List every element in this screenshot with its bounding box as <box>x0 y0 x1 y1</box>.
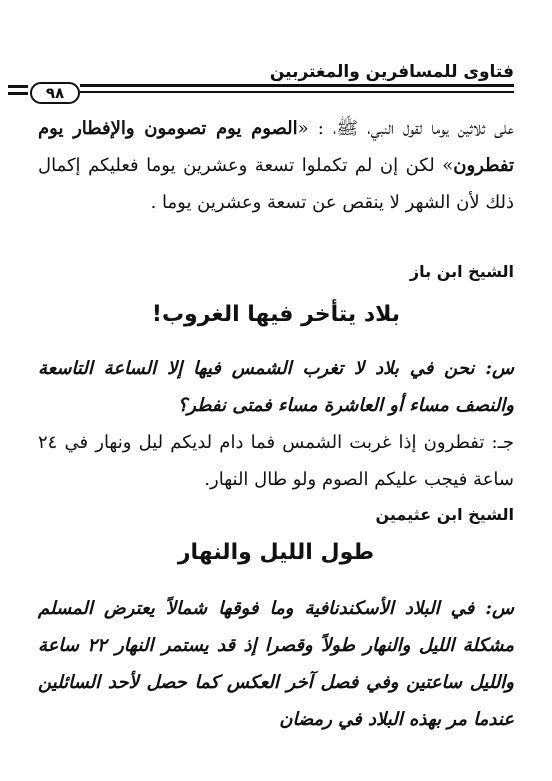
page-number: ٩٨ <box>30 82 80 104</box>
answer-text: جـ: تفطرون إذا غربت الشمس فما دام لديكم ليل ونهار في ٢٤ ساعة فيجب عليكم الصوم ولو طال النهار. <box>38 432 514 490</box>
header-rule-top <box>80 84 514 87</box>
paragraph-end: » لكن إن لم تكملوا تسعة وعشرين يوما فعليكم إكمال ذلك لأن الشهر لا ينقص عن تسعة وعشرين يوما . <box>38 155 514 213</box>
paragraph-continuation <box>38 110 514 221</box>
question-text: س: نحن في بلاد لا تغرب الشمس فيها إلا الساعة التاسعة والنصف مساء أو العاشرة مساء فمتى نفطر؟ <box>38 358 514 416</box>
fatwa-author: الشيخ ابن عثيمين <box>375 505 514 524</box>
page-number-ornament-left-2 <box>8 92 28 95</box>
section-title: بلاد يتأخر فيها الغروب! <box>151 302 401 327</box>
hadith-quote: الصوم يوم تصومون والإفطار يوم تفطرون <box>38 118 514 176</box>
section-title: طول الليل والنهار <box>177 540 375 565</box>
question-text: س: في البلاد الأسكندنافية وما فوقها شمالاً يعترض المسلم مشكلة الليل والنهار طولاً وقصرا إذ قد يستمر النهار ٢٢ ساعة والليل ساعتين وفي فصل آخر العكس كما حصل لأحد السائلين عندما مر بهذه البلاد في رمضان <box>38 598 514 730</box>
running-header-title: فتاوى للمسافرين والمغتربين <box>269 62 514 82</box>
paragraph-start: على ثلاثين يوما لقول النبي، ﷺ، : « <box>297 118 515 139</box>
page-number-ornament-left <box>8 85 28 88</box>
header-rule-bottom <box>80 91 514 93</box>
fatwa-author: الشيخ ابن باز <box>409 262 514 281</box>
